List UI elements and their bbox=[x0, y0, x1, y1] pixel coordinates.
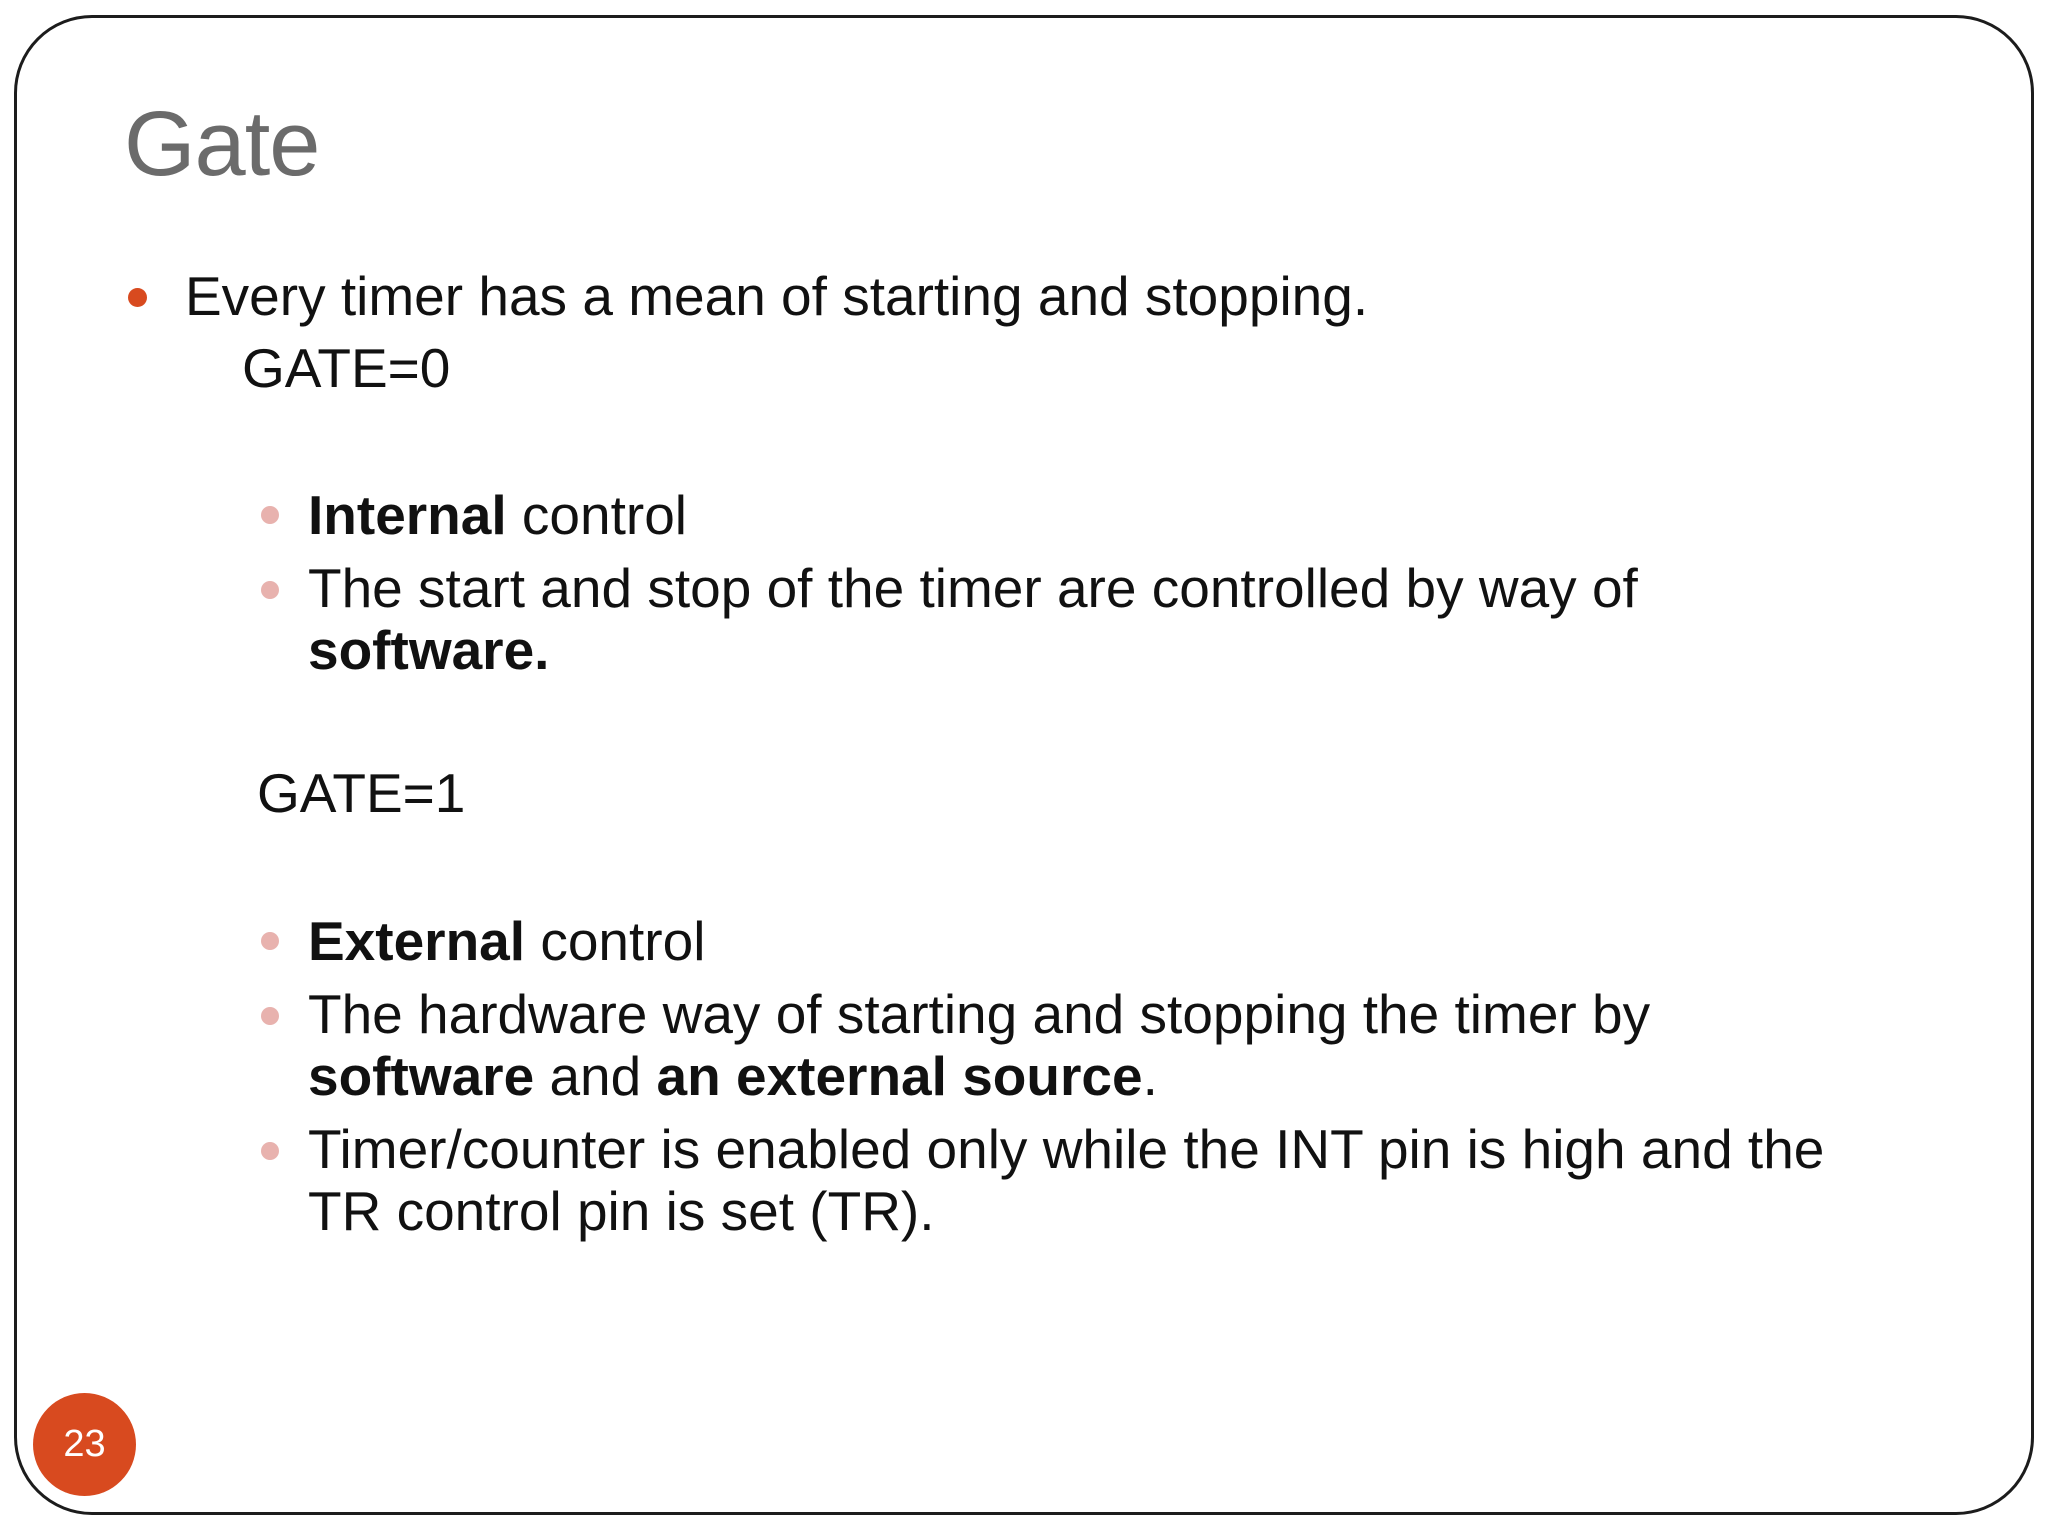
gate1-item-timer-line1: Timer/counter is enabled only while the INT pin is high and the bbox=[308, 1118, 1825, 1180]
gate1-label: GATE=1 bbox=[257, 762, 466, 824]
gate0-item-internal bbox=[308, 484, 687, 546]
gate1-period: . bbox=[1142, 1045, 1158, 1107]
slide-title: Gate bbox=[124, 93, 320, 195]
gate0-software-bold: software. bbox=[308, 619, 550, 681]
page-number-badge: 23 bbox=[33, 1393, 136, 1496]
bullet-dot-icon bbox=[128, 288, 147, 307]
gate1-external-source-bold: an external source bbox=[656, 1045, 1143, 1107]
gate1-item-external-rest: control bbox=[525, 910, 706, 972]
gate1-item-timer-line2: TR control pin is set (TR). bbox=[308, 1180, 935, 1242]
gate0-label: GATE=0 bbox=[242, 337, 451, 399]
gate0-item-software-line2 bbox=[308, 619, 549, 681]
gate1-item-hardware-line2 bbox=[308, 1045, 1158, 1107]
sub-bullet-dot-icon bbox=[261, 1142, 279, 1160]
gate1-and-text: and bbox=[534, 1045, 657, 1107]
gate0-item-internal-rest: control bbox=[506, 484, 688, 546]
sub-bullet-dot-icon bbox=[261, 581, 279, 599]
gate1-item-hardware-line1: The hardware way of starting and stopping the timer by bbox=[308, 983, 1651, 1045]
sub-bullet-dot-icon bbox=[261, 932, 279, 950]
gate1-software-bold: software bbox=[308, 1045, 535, 1107]
gate0-item-software-line1: The start and stop of the timer are controlled by way of bbox=[308, 557, 1638, 619]
main-bullet-text: Every timer has a mean of starting and stopping. bbox=[185, 265, 1369, 327]
gate1-item-external-bold: External bbox=[308, 910, 526, 972]
sub-bullet-dot-icon bbox=[261, 506, 279, 524]
sub-bullet-dot-icon bbox=[261, 1007, 279, 1025]
gate0-item-internal-bold: Internal bbox=[308, 484, 507, 546]
gate1-item-external bbox=[308, 910, 705, 972]
